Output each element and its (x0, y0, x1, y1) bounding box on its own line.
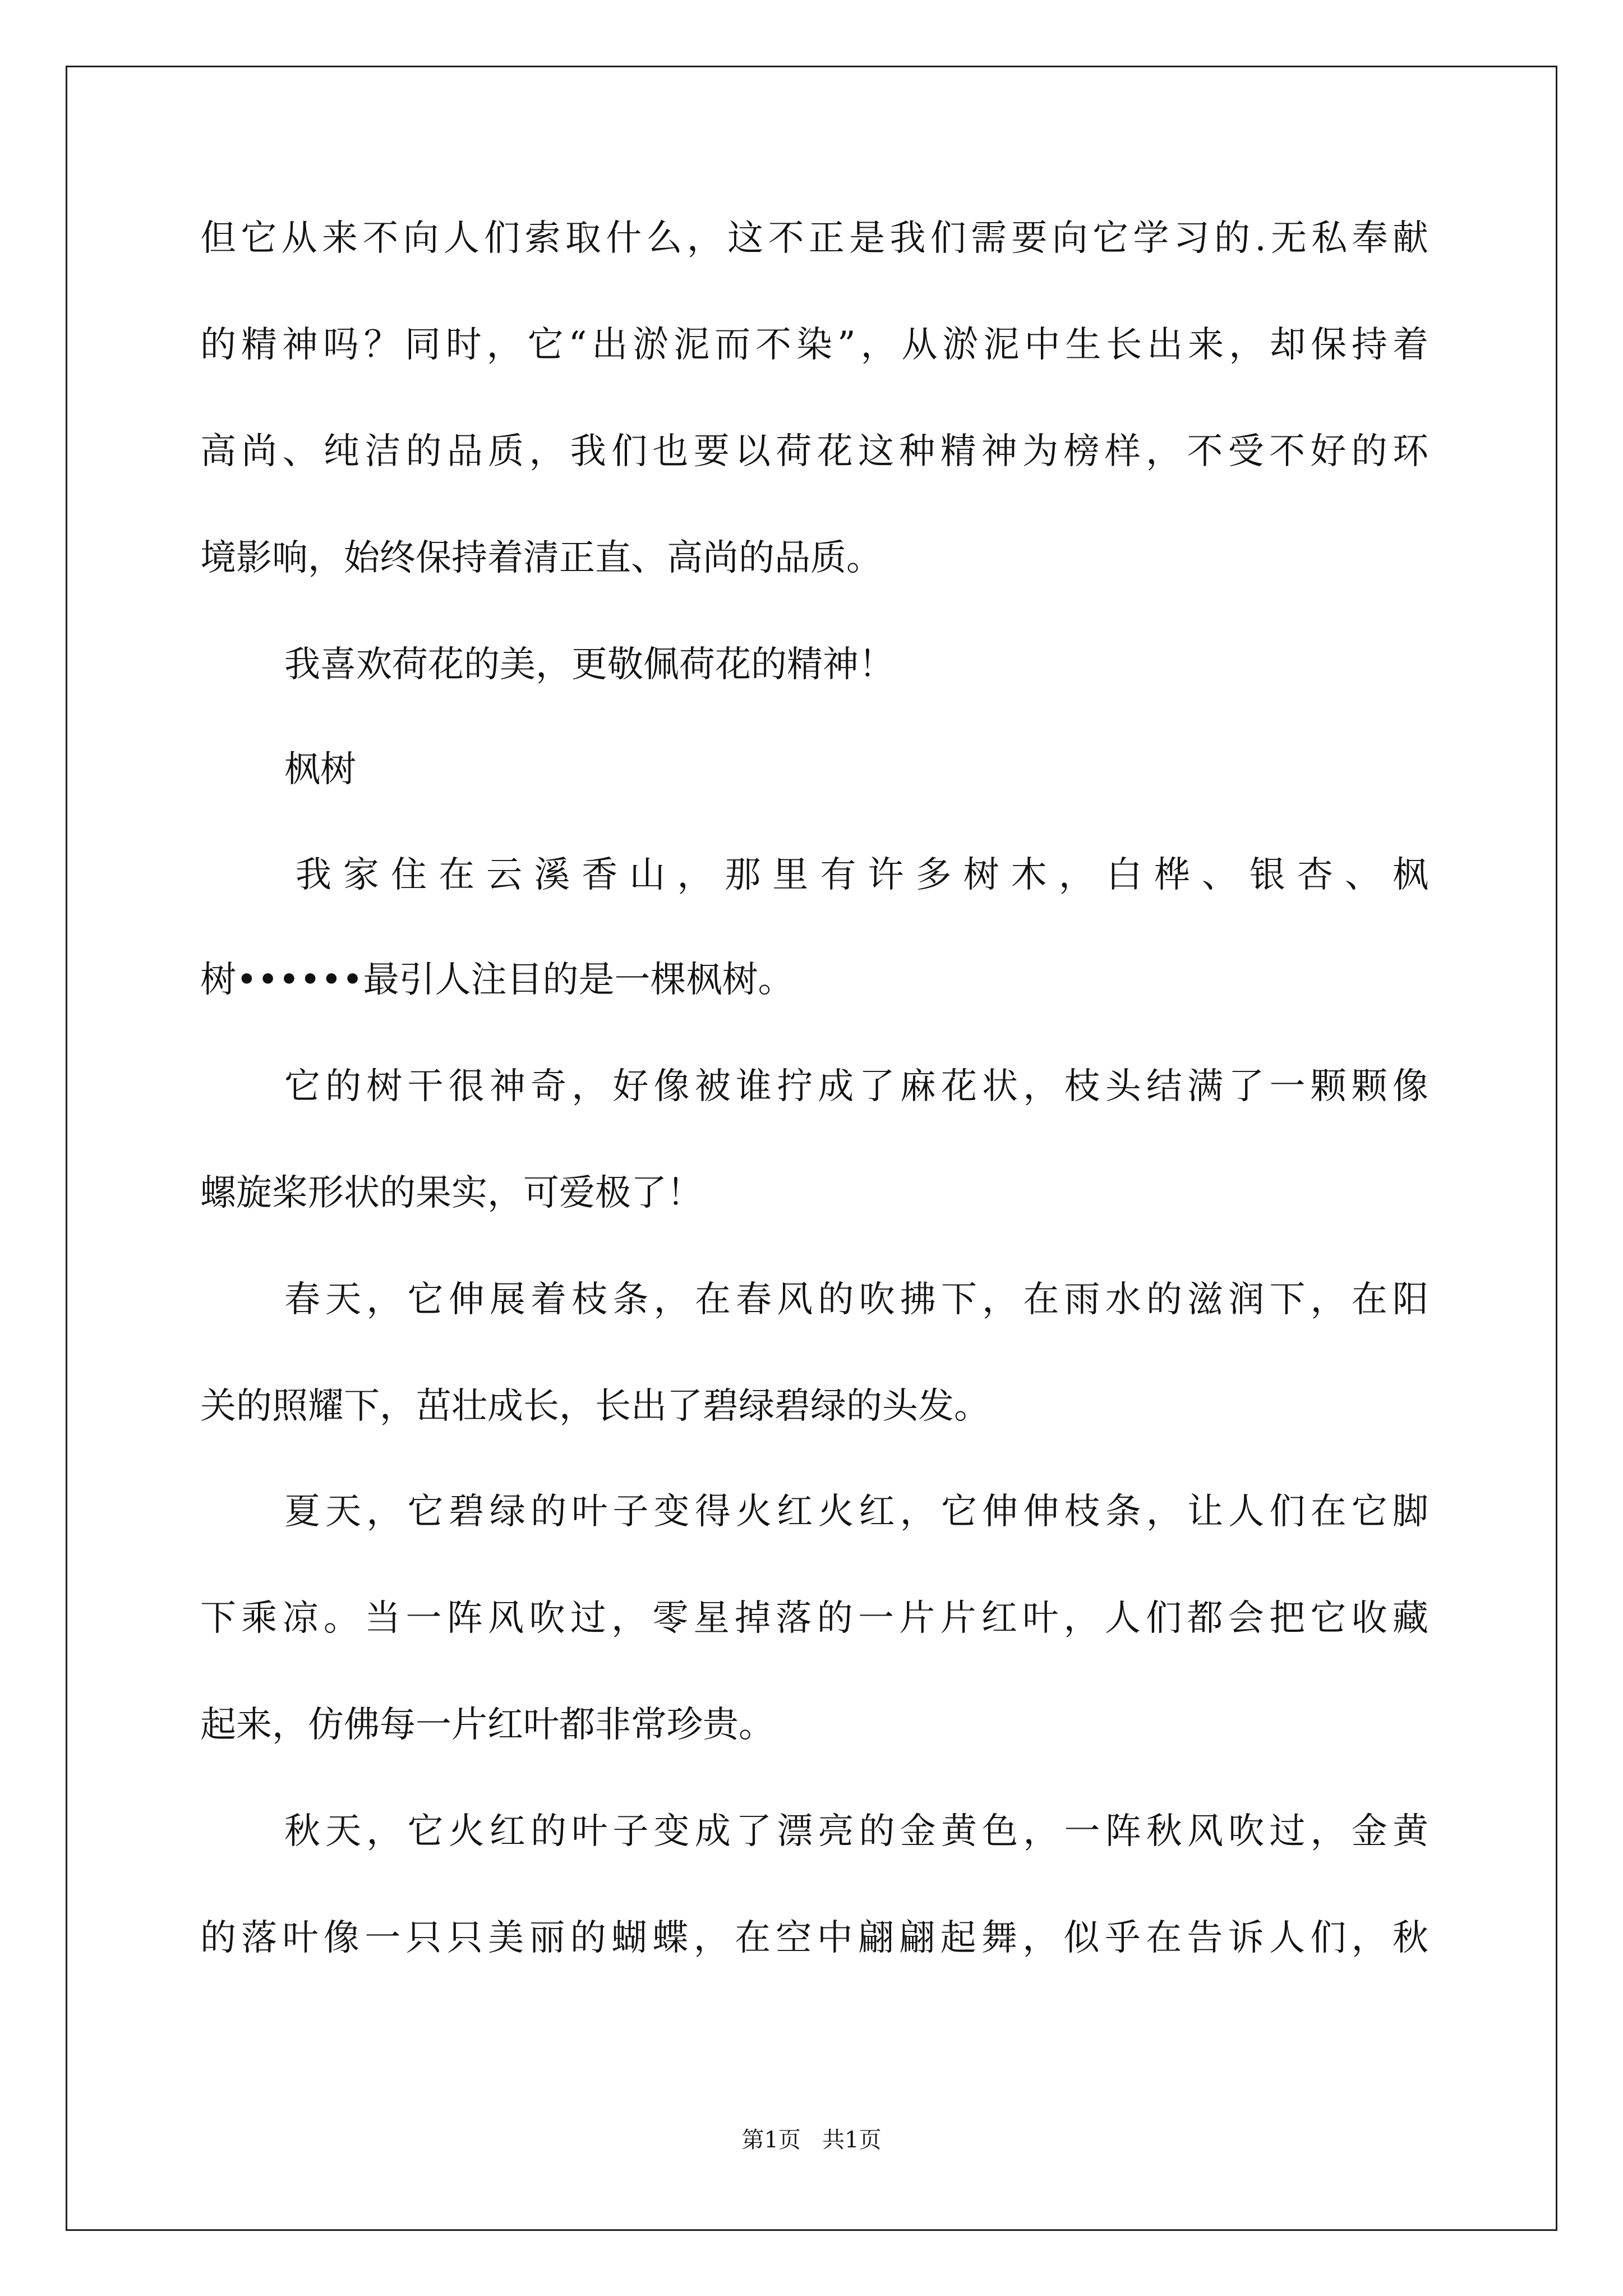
text-line: 的精神吗？同时，它“出淤泥而不染”，从淤泥中生长出来，却保持着 (200, 324, 1428, 366)
text-line: 的落叶像一只只美丽的蝴蝶，在空中翩翩起舞，似乎在告诉人们，秋 (200, 1917, 1428, 1959)
text-line: 起来，仿佛每一片红叶都非常珍贵。 (200, 1704, 774, 1746)
text-line: 树••••••最引人注目的是一棵枫树。 (200, 959, 794, 1001)
paragraph-start: 它的树干很神奇，好像被谁拧成了麻花状，枝头结满了一颗颗像 (284, 1066, 1428, 1107)
section-heading: 枫树 (284, 749, 356, 790)
page-number: 第1页 共1页 (741, 2127, 882, 2153)
paragraph-start: 春天，它伸展着枝条，在春风的吹拂下，在雨水的滋润下，在阳 (284, 1279, 1428, 1320)
paragraph-start: 夏天，它碧绿的叶子变得火红火红，它伸伸枝条，让人们在它脚 (284, 1491, 1428, 1533)
text-line: 螺旋桨形状的果实，可爱极了！ (200, 1172, 703, 1214)
paragraph-start: 秋天，它火红的叶子变成了漂亮的金黄色，一阵秋风吹过，金黄 (284, 1811, 1428, 1852)
text-line: 高尚、纯洁的品质，我们也要以荷花这种精神为榜样，不受不好的环 (200, 431, 1428, 472)
text-line: 境影响，始终保持着清正直、高尚的品质。 (200, 537, 882, 579)
text-line: 关的照耀下，茁壮成长，长出了碧绿碧绿的头发。 (200, 1386, 990, 1427)
paragraph-start: 我家住在云溪香山，那里有许多树木，白桦、银杏、枫 (296, 854, 1428, 896)
page-border (66, 66, 1557, 2231)
text-line: 但它从来不向人们索取什么，这不正是我们需要向它学习的.无私奉献 (200, 218, 1428, 259)
page-footer (0, 2123, 1623, 2157)
text-line: 下乘凉。当一阵风吹过，零星掉落的一片片红叶，人们都会把它收藏 (200, 1598, 1428, 1639)
paragraph-start: 我喜欢荷花的美，更敬佩荷花的精神！ (284, 644, 895, 685)
